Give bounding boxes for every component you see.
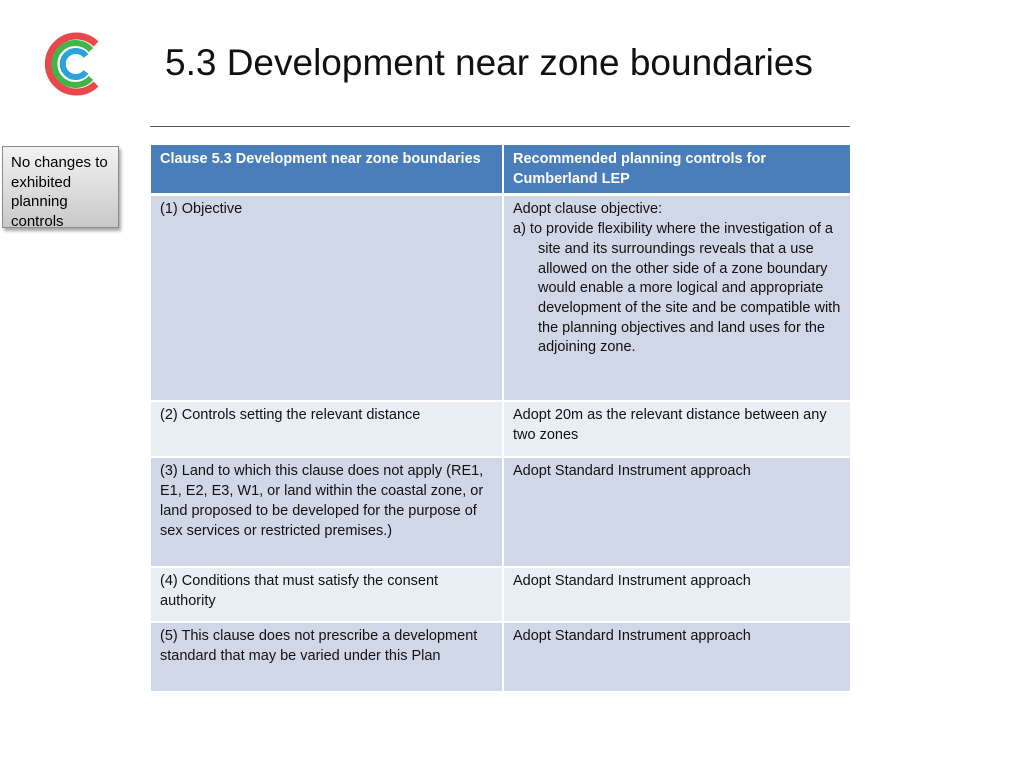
status-note-line: planning bbox=[11, 193, 68, 210]
recommendation-cell: Adopt 20m as the relevant distance between any two zones bbox=[503, 401, 850, 457]
table-row bbox=[151, 567, 850, 622]
page-title: 5.3 Development near zone boundaries bbox=[165, 42, 813, 83]
column-header-clause: Clause 5.3 Development near zone boundaries bbox=[151, 145, 503, 195]
clause-cell: (1) Objective bbox=[151, 195, 503, 402]
table-row bbox=[151, 401, 850, 457]
clause-cell: (3) Land to which this clause does not apply (RE1, E1, E2, E3, W1, or land within the coastal zone, or land proposed to be developed for the purpose of sex services or restricted premises.) bbox=[151, 457, 503, 567]
status-note-line: exhibited bbox=[11, 173, 72, 191]
clause-cell: (4) Conditions that must satisfy the consent authority bbox=[151, 567, 503, 622]
table-row bbox=[151, 457, 850, 567]
recommendation-cell: Adopt Standard Instrument approach bbox=[503, 622, 850, 692]
status-note-line: No changes to bbox=[11, 154, 108, 171]
status-note bbox=[2, 146, 119, 228]
clause-cell: (2) Controls setting the relevant distance bbox=[151, 401, 503, 457]
planning-controls-table bbox=[151, 145, 850, 693]
column-header-recommendation: Recommended planning controls for Cumberland LEP bbox=[503, 145, 850, 195]
table-row bbox=[151, 622, 850, 692]
recommendation-text: Adopt clause objective: bbox=[513, 201, 663, 218]
recommendation-cell: Adopt Standard Instrument approach bbox=[503, 457, 850, 567]
recommendation-cell bbox=[503, 195, 850, 402]
recommendation-cell: Adopt Standard Instrument approach bbox=[503, 567, 850, 622]
objective-item: a) to provide flexibility where the investigation of a site and its surroundings reveals that a use allowed on the other side of a zone boundary would enable a more logical and appropriate development of the site and be compatible with the planning objectives and land uses for the adjoining zone. bbox=[513, 221, 841, 356]
status-note-line: controls bbox=[11, 212, 64, 230]
council-logo-icon bbox=[44, 32, 104, 96]
table-header-row bbox=[151, 145, 850, 195]
clause-cell: (5) This clause does not prescribe a development standard that may be varied under this Plan bbox=[151, 622, 503, 692]
table-row bbox=[151, 195, 850, 402]
title-divider bbox=[150, 126, 850, 127]
